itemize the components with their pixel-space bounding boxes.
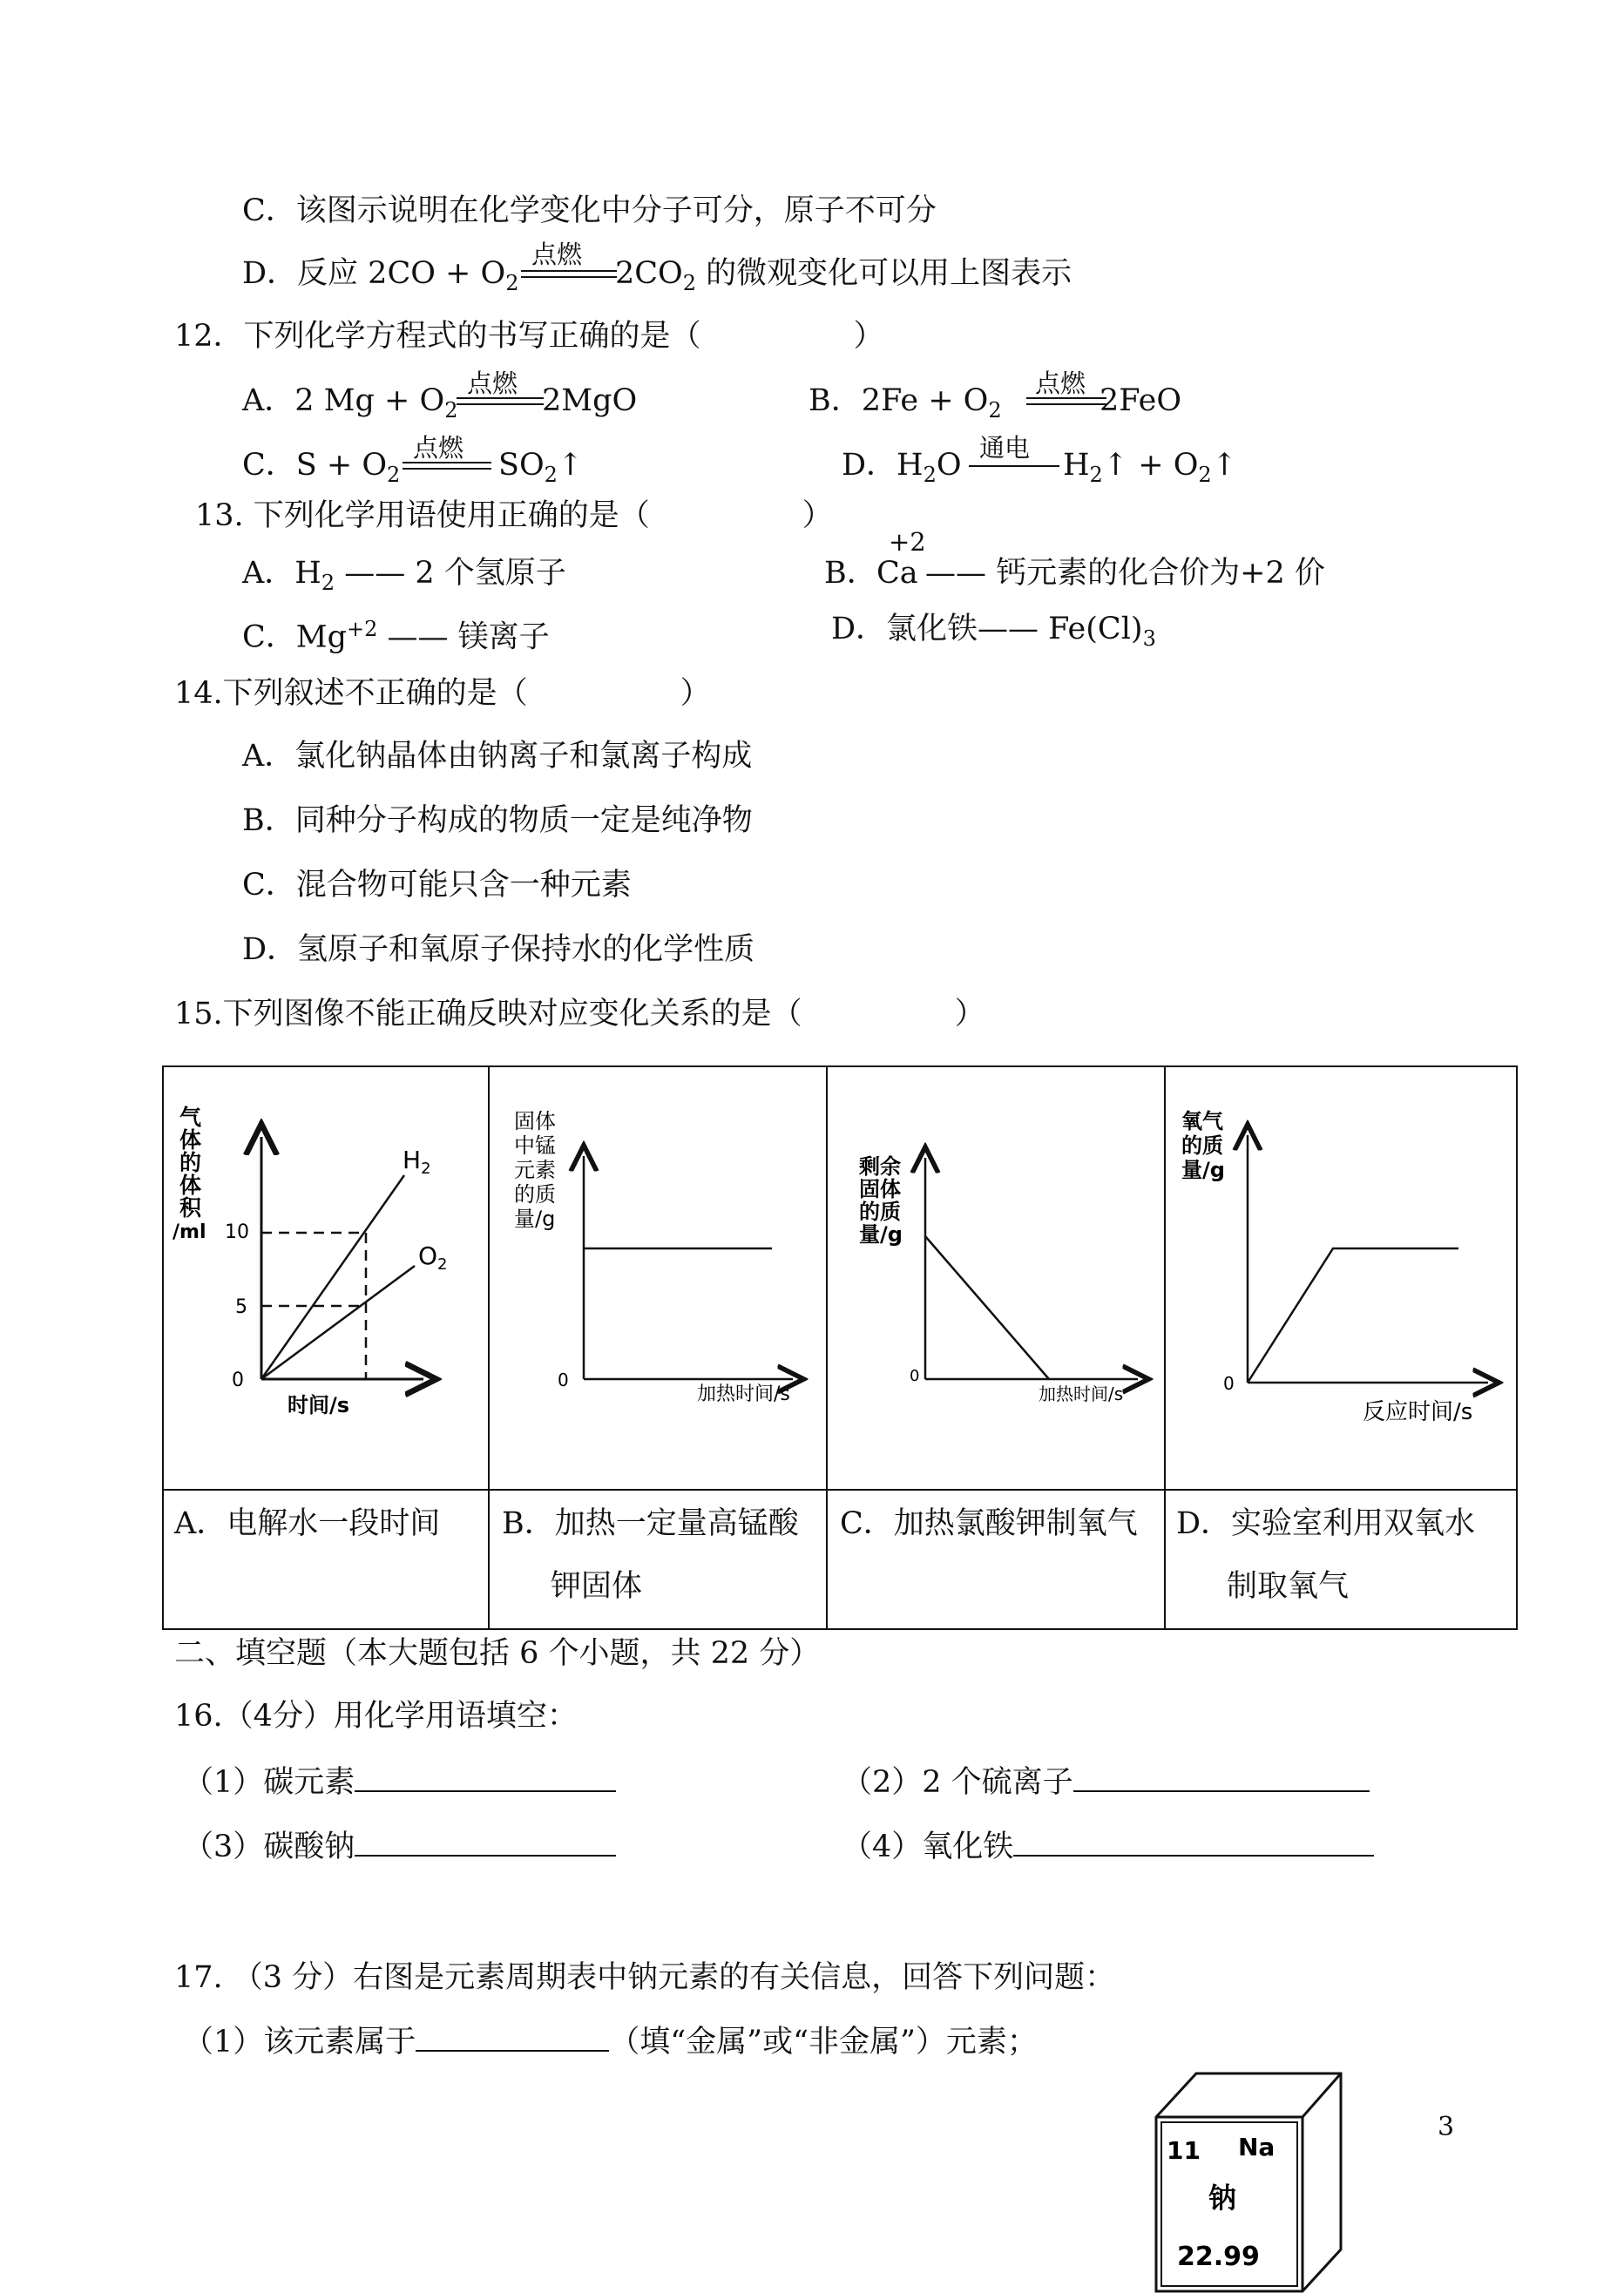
q12-b-equals [1026,397,1106,405]
section-2-heading: 二、填空题（本大题包括 6 个小题，共 22 分） [174,1636,821,1671]
graph-a-ylabel-unit: /ml [173,1221,206,1243]
element-name: 钠 [1208,2181,1237,2215]
graph-c-ylabel-2: 固体 [859,1177,901,1201]
caption-c: C．加热氯酸钾制氧气 [840,1506,1138,1541]
q11-option-c: C．该图示说明在化学变化中分子可分，原子不可分 [242,193,937,228]
element-atomic-mass: 22.99 [1177,2242,1260,2272]
q12-stem: 12．下列化学方程式的书写正确的是（ ） [174,319,884,354]
q12-d-product: $H_2↑$ + $O_2↑$ [1063,448,1238,487]
graph-b-ylabel-3: 元素 [514,1158,556,1182]
graph-b-origin: 0 [558,1370,569,1390]
q17-stem: 17. （3 分）右图是元素周期表中钠元素的有关信息，回答下列问题： [174,1960,1116,1995]
page-number: 3 [1438,2112,1455,2142]
graph-b-ylabel-4: 的质 [514,1182,556,1207]
graph-b-xlabel: 加热时间/s [697,1383,790,1405]
q16-blank-2[interactable] [1073,1764,1370,1792]
graph-d-ylabel-1: 氧气 [1181,1109,1223,1133]
q16-stem: 16.（4分）用化学用语填空： [174,1699,578,1734]
q12-d-condition: 通电 [979,433,1031,463]
graph-a-ylabel-2: 体 [179,1127,202,1153]
q14-stem: 14.下列叙述不正确的是（ ） [174,676,711,711]
q12-a-condition: 点燃 [467,369,518,398]
q13-option-d: D．氯化铁—— $Fe(Cl)_3$ [831,612,1156,651]
graph-a-electrolysis [162,1065,490,1491]
q16-blank-1[interactable] [355,1764,616,1792]
graph-d-ylabel-3: 量/g [1181,1158,1225,1182]
q16-blank-4[interactable] [1013,1829,1374,1857]
q12-option-a: A．2 $Mg + O_2$ [242,383,458,423]
graph-a-o2-label: $O_2$ [418,1241,448,1274]
graph-a-xlabel: 时间/s [288,1393,350,1417]
graph-c-ylabel-3: 的质 [859,1200,901,1224]
q16-item-1: （1）碳元素 [183,1763,616,1802]
q12-b-product: 2FeO [1100,383,1182,418]
q12-d-arrow-line [969,465,1059,467]
q12-c-product: $SO_2↑$ [498,448,584,487]
graph-d-ylabel-2: 的质 [1181,1133,1223,1158]
graph-a-o2-line [261,1266,415,1379]
q12-b-condition: 点燃 [1035,369,1086,398]
element-symbol: Na [1238,2133,1276,2161]
graph-c-decreasing-line [925,1236,1049,1379]
graph-d-h2o2 [1164,1065,1518,1491]
caption-d-line1: D．实验室利用双氧水 [1176,1506,1476,1541]
q11-d-product: $2CO_2$ 的微观变化可以用上图表示 [615,256,1073,295]
q12-option-d: D．$H_2O$ [842,448,962,487]
caption-b-line1: B．加热一定量高锰酸 [502,1506,799,1541]
graph-c-xlabel: 加热时间/s [1039,1383,1124,1404]
q13-b-symbol: Ca [876,556,918,591]
graph-a-h2-line [261,1175,404,1379]
q13-option-b-text: —— 钙元素的化合价为+2 价 [925,556,1325,591]
graph-b-ylabel-2: 中锰 [514,1133,556,1158]
graph-a-ylabel-3: 的 [179,1150,202,1175]
q12-a-product: 2MgO [542,383,638,418]
q14-option-a: A．氯化钠晶体由钠离子和氯离子构成 [242,739,753,774]
graph-b-ylabel-1: 固体 [514,1109,556,1133]
graph-d-xlabel: 反应时间/s [1363,1399,1473,1425]
q15-graph-table [162,1065,1518,1630]
q14-option-b: B．同种分子构成的物质一定是纯净物 [242,803,753,838]
graph-a-ylabel-4: 体 [179,1173,202,1198]
q12-c-equals [403,462,491,470]
element-atomic-number: 11 [1167,2136,1201,2165]
graph-a-ylabel-1: 气 [179,1105,202,1130]
graph-b-ylabel-5: 量/g [514,1207,556,1231]
graph-d-origin: 0 [1223,1373,1235,1394]
q14-option-d: D．氢原子和氧原子保持水的化学性质 [242,932,755,967]
caption-d-line2: 制取氧气 [1227,1569,1350,1604]
q13-stem: 13. 下列化学用语使用正确的是（ ） [195,498,833,533]
q12-option-c: C．$S + O_2$ [242,448,401,487]
graph-a-h2-label: $H_2$ [403,1146,431,1178]
graph-a-tick-5: 5 [235,1296,247,1318]
q17-item-1: （1）该元素属于 （填“金属”或“非金属”）元素； [183,2025,1038,2060]
q12-a-equals [457,397,544,405]
q11-d-equals [521,270,617,278]
graph-c-kclo3 [826,1065,1166,1491]
q13-option-a: A．$H_2$ —— 2 个氢原子 [242,556,566,595]
caption-a: A．电解水一段时间 [174,1506,441,1541]
caption-b-line2: 钾固体 [551,1569,643,1604]
graph-c-ylabel-1: 剩余 [859,1154,901,1179]
q16-item-4: （4）氧化铁 [842,1828,1374,1866]
q12-option-b: B．$2Fe + O_2$ [809,383,1002,423]
q12-c-condition: 点燃 [413,433,464,463]
q16-item-2: （2）2 个硫离子 [842,1763,1370,1802]
graph-c-origin: 0 [910,1367,920,1385]
graph-d-rise-plateau-line [1248,1248,1458,1383]
q11-d-condition: 点燃 [531,240,583,269]
q13-b-valence: +2 [889,527,926,557]
q11-option-d: D．反应 $2CO + O_2$ [242,256,519,295]
q17-blank-1[interactable] [416,2024,609,2052]
q16-item-3: （3）碳酸钠 [183,1828,616,1866]
q16-blank-3[interactable] [355,1829,616,1857]
graph-b-kmno4 [488,1065,828,1491]
graph-a-origin: 0 [232,1370,244,1391]
graph-a-tick-10: 10 [225,1221,249,1243]
q14-option-c: C．混合物可能只含一种元素 [242,868,632,903]
sodium-element-box [1154,2066,1363,2293]
graph-c-ylabel-4: 量/g [859,1222,903,1247]
q15-stem: 15.下列图像不能正确反映对应变化关系的是（ ） [174,997,985,1032]
q13-option-c: C．$Mg^{+2}$ —— 镁离子 [242,617,550,655]
q13-option-b-label: B． [824,556,877,591]
graph-a-ylabel-5: 积 [179,1195,202,1221]
